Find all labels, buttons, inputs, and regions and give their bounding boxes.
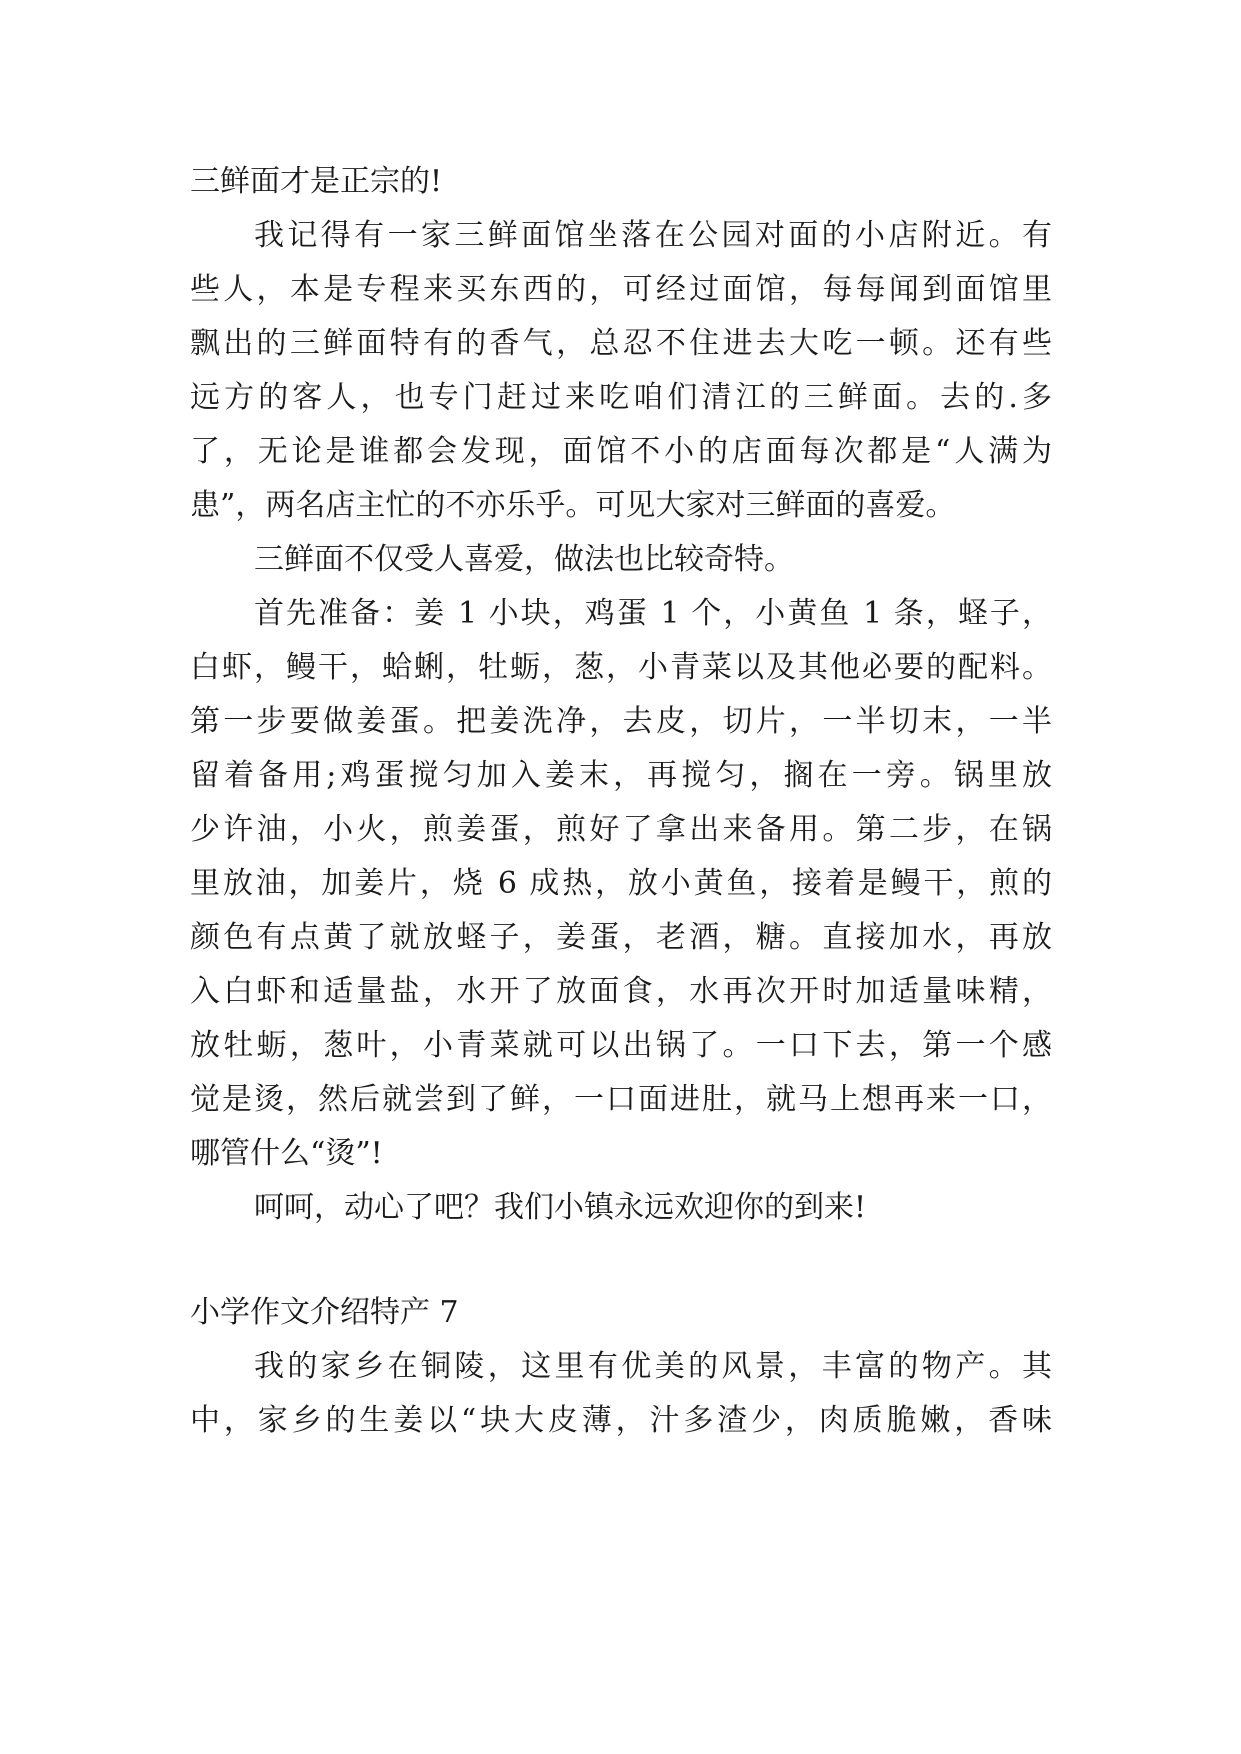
paragraph-start-line: 首先准备：姜 1 小块，鸡蛋 1 个，小黄鱼 1 条，蛏子， — [254, 596, 1052, 631]
text-line: 远方的客人，也专门赶过来吃咱们清江的三鲜面。去的.多 — [190, 380, 1052, 415]
text-line: 些人，本是专程来买东西的，可经过面馆，每每闻到面馆里 — [190, 272, 1052, 307]
text-line: 放牡蛎，葱叶，小青菜就可以出锅了。一口下去，第一个感 — [190, 1028, 1052, 1063]
paragraph-start-line: 三鲜面不仅受人喜爱，做法也比较奇特。 — [254, 542, 794, 577]
text-line: 飘出的三鲜面特有的香气，总忍不住进去大吃一顿。还有些 — [190, 326, 1052, 361]
text-line: 第一步要做姜蛋。把姜洗净，去皮，切片，一半切末，一半 — [190, 704, 1052, 739]
text-line: 留着备用;鸡蛋搅匀加入姜末，再搅匀，搁在一旁。锅里放 — [190, 758, 1052, 793]
text-line: 白虾，鳗干，蛤蜊，牡蛎，葱，小青菜以及其他必要的配料。 — [190, 650, 1052, 685]
text-line: 哪管什么“烫”! — [190, 1136, 383, 1171]
text-line: 颜色有点黄了就放蛏子，姜蛋，老酒，糖。直接加水，再放 — [190, 920, 1052, 955]
text-line: 觉是烫，然后就尝到了鲜，一口面进肚，就马上想再来一口， — [190, 1082, 1052, 1117]
text-line: 患”，两名店主忙的不亦乐乎。可见大家对三鲜面的喜爱。 — [190, 488, 956, 523]
paragraph-start-line: 我记得有一家三鲜面馆坐落在公园对面的小店附近。有 — [254, 218, 1052, 253]
text-line: 了，无论是谁都会发现，面馆不小的店面每次都是“人满为 — [190, 434, 1052, 469]
text-line: 三鲜面才是正宗的! — [190, 164, 443, 199]
text-line: 少许油，小火，煎姜蛋，煎好了拿出来备用。第二步，在锅 — [190, 812, 1052, 847]
paragraph-start-line: 我的家乡在铜陵，这里有优美的风景，丰富的物产。其 — [254, 1349, 1052, 1384]
paragraph-start-line: 呵呵，动心了吧？我们小镇永远欢迎你的到来! — [254, 1190, 867, 1225]
text-line: 入白虾和适量盐，水开了放面食，水再次开时加适量味精， — [190, 974, 1052, 1009]
section-heading: 小学作文介绍特产 7 — [190, 1295, 459, 1330]
text-line: 里放油，加姜片，烧 6 成热，放小黄鱼，接着是鳗干，煎的 — [190, 866, 1052, 901]
text-line: 中，家乡的生姜以“块大皮薄，汁多渣少，肉质脆嫩，香味 — [190, 1403, 1052, 1438]
